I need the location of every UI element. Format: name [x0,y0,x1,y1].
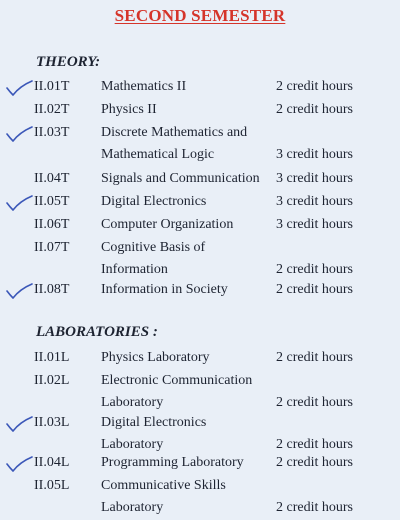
handwritten-checkmark-icon [5,456,33,472]
course-row [0,214,400,236]
page-title: SECOND SEMESTER [114,6,286,25]
course-code: II.06T [34,217,70,232]
course-name [101,237,273,281]
credit-hours: 2 credit hours [276,500,353,515]
course-code: II.08T [34,282,70,297]
course-code: II.07T [34,240,70,255]
course-name [101,452,273,474]
course-name [101,122,273,166]
credit-hours: 2 credit hours [276,282,353,297]
course-name [101,214,273,236]
course-name-line: Programming Laboratory [101,455,244,470]
credit-hours: 2 credit hours [276,262,353,277]
course-name [101,370,273,414]
course-row [0,452,400,474]
course-name-line: Signals and Communication [101,171,260,186]
course-name-line: Laboratory [101,395,164,410]
credit-hours: 2 credit hours [276,395,353,410]
course-name [101,168,273,190]
credit-hours: 3 credit hours [276,217,353,232]
course-code: II.02T [34,102,70,117]
credit-hours: 3 credit hours [276,194,353,209]
course-name-line: Digital Electronics [101,415,207,430]
course-name [101,475,273,519]
course-name-line: Physics Laboratory [101,350,210,365]
course-row [0,475,400,519]
course-row [0,168,400,190]
course-name-line: Communicative Skills [101,478,226,493]
credit-hours: 2 credit hours [276,437,353,452]
course-row [0,122,400,166]
credit-hours: 2 credit hours [276,102,353,117]
course-name [101,191,273,213]
course-row [0,76,400,98]
course-name-line: Information [101,262,168,277]
credit-hours: 2 credit hours [276,350,353,365]
course-row [0,412,400,456]
course-name-line: Discrete Mathematics and [101,125,248,140]
course-row [0,237,400,281]
handwritten-checkmark-icon [5,126,33,142]
course-row [0,191,400,213]
course-code: II.05L [34,478,70,493]
course-name-line: Mathematical Logic [101,147,215,162]
course-name [101,99,273,121]
course-row [0,347,400,369]
course-name-line: Digital Electronics [101,194,207,209]
course-name-line: Physics II [101,102,157,117]
course-row [0,99,400,121]
handwritten-checkmark-icon [5,283,33,299]
handwritten-checkmark-icon [5,416,33,432]
course-name [101,76,273,98]
course-name-line: Computer Organization [101,217,234,232]
course-name-line: Laboratory [101,437,164,452]
course-name [101,347,273,369]
course-code: II.01T [34,79,70,94]
handwritten-checkmark-icon [5,195,33,211]
credit-hours: 3 credit hours [276,171,353,186]
credit-hours: 3 credit hours [276,147,353,162]
course-row [0,279,400,301]
handwritten-checkmark-icon [5,80,33,96]
course-name-line: Electronic Communication [101,373,253,388]
course-name [101,412,273,456]
course-name-line: Information in Society [101,282,228,297]
course-row [0,370,400,414]
course-code: II.03T [34,125,70,140]
course-code: II.03L [34,415,70,430]
course-code: II.02L [34,373,70,388]
credit-hours: 2 credit hours [276,79,353,94]
course-code: II.04L [34,455,70,470]
course-name-line: Mathematics II [101,79,187,94]
course-name-line: Laboratory [101,500,164,515]
course-name [101,279,273,301]
course-code: II.04T [34,171,70,186]
theory-heading: THEORY: [36,54,101,70]
credit-hours: 2 credit hours [276,455,353,470]
course-code: II.01L [34,350,70,365]
course-code: II.05T [34,194,70,209]
laboratories-heading: LABORATORIES : [36,324,158,340]
course-name-line: Cognitive Basis of [101,240,206,255]
